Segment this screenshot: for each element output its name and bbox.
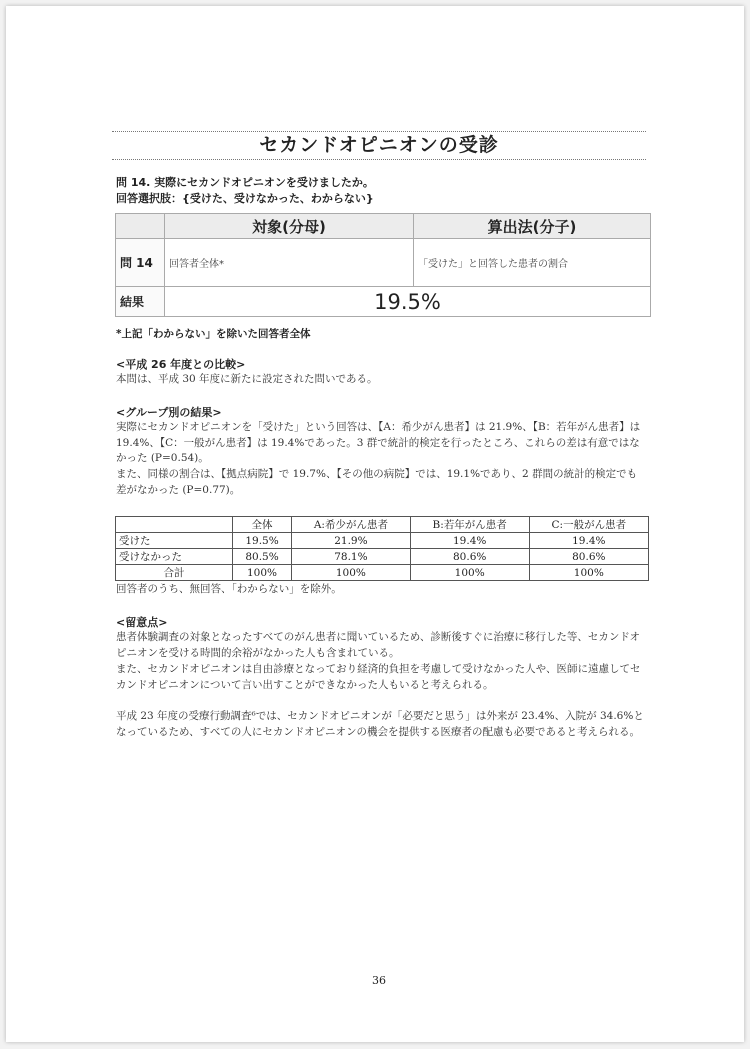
table-row — [116, 549, 649, 565]
table-cell: 80.6% — [410, 549, 529, 565]
group-paragraph-1: 実際にセカンドオピニオンを「受けた」という回答は、【A：希少がん患者】は 21.9%、【B：若年がん患者】は 19.4%、【C：一般がん患者】は 19.4%であった。3 群で統計的検定を行ったところ、これらの差は有意ではなかった (P=0.54)。 — [116, 421, 641, 464]
header-cell: A:希少がん患者 — [292, 517, 411, 533]
document-page — [6, 6, 744, 1042]
header-method: 算出法(分子) — [414, 214, 651, 239]
row-label: 合計 — [116, 565, 233, 581]
comparison-heading: <平成 26 年度との比較> — [116, 358, 246, 371]
table-cell: 100% — [529, 565, 648, 581]
result-value: 19.5% — [165, 287, 651, 317]
header-target: 対象(分母) — [165, 214, 414, 239]
method-value: 「受けた」と回答した患者の割合 — [414, 239, 651, 287]
table-cell: 100% — [410, 565, 529, 581]
header-cell: C:一般がん患者 — [529, 517, 648, 533]
row-label: 受けた — [116, 533, 233, 549]
row-label: 受けなかった — [116, 549, 233, 565]
table-cell: 80.6% — [529, 549, 648, 565]
page-number: 36 — [372, 974, 386, 987]
group-paragraph-2: また、同様の割合は、【拠点病院】で 19.7%、【その他の病院】では、19.1%であり、2 群間の統計的検定でも差がなかった (P=0.77)。 — [116, 468, 638, 496]
notes-paragraph-2: また、セカンドオピニオンは自由診療となっており経済的負担を考慮して受けなかった人や、医師に遠慮してセカンドオピニオンについて言い出すことができなかった人もいると考えられる。 — [116, 663, 641, 691]
target-value: 回答者全体* — [165, 239, 414, 287]
notes-paragraph-1: 患者体験調査の対象となったすべてのがん患者に聞いているため、診断後すぐに治療に移行した等、セカンドオピニオンを受ける時間的余裕がなかった人も含まれている。 — [116, 631, 641, 659]
header-cell — [116, 517, 233, 533]
table-cell: 19.5% — [233, 533, 292, 549]
group-heading: <グループ別の結果> — [116, 406, 222, 419]
table-row — [116, 565, 649, 581]
table-cell: 19.4% — [529, 533, 648, 549]
question-text: 問 14. 実際にセカンドオピニオンを受けましたか。 — [116, 176, 374, 189]
page-title: セカンドオピニオンの受診 — [259, 134, 499, 156]
table-cell: 80.5% — [233, 549, 292, 565]
corner-cell — [116, 214, 165, 239]
notes-heading: <留意点> — [116, 616, 168, 629]
group-table — [115, 516, 649, 581]
header-cell: 全体 — [233, 517, 292, 533]
result-label: 結果 — [116, 287, 165, 317]
header-cell: B:若年がん患者 — [410, 517, 529, 533]
group-table-header — [116, 517, 649, 533]
table-cell: 21.9% — [292, 533, 411, 549]
table-note: 回答者のうち、無回答、「わからない」を除外。 — [116, 583, 342, 595]
title-rule-bottom — [112, 159, 646, 160]
answer-options: 回答選択肢：{受けた、受けなかった、わからない} — [116, 192, 374, 205]
table-cell: 78.1% — [292, 549, 411, 565]
notes-paragraph-3: 平成 23 年度の受療行動調査⁶では、セカンドオピニオンが「必要だと思う」は外来が 23.4%、入院が 34.6%となっているため、すべての人にセカンドオピニオンの機会を提供する医療者の配慮も必要であると考えられる。 — [116, 710, 644, 738]
table-cell: 19.4% — [410, 533, 529, 549]
definition-table — [115, 213, 651, 317]
table-cell: 100% — [292, 565, 411, 581]
row-label: 問 14 — [116, 239, 165, 287]
comparison-text: 本問は、平成 30 年度に新たに設定された問いである。 — [116, 373, 378, 385]
footnote: *上記「わからない」を除いた回答者全体 — [116, 328, 311, 340]
table-row — [116, 533, 649, 549]
table-cell: 100% — [233, 565, 292, 581]
